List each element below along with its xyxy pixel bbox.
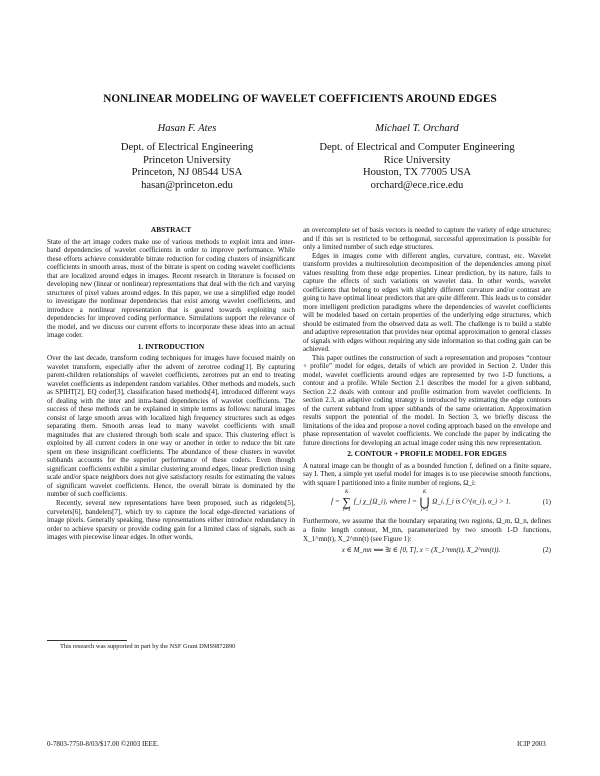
union-upper-limit: K <box>422 490 427 496</box>
abstract-text: State of the art image coders make use of various methods to exploit intra and inter-band dependencies of wavelet coefficients in order to improve performance. While these efforts achieve considerable bitrate reduction for coding clusters of insignificant coefficients in smooth areas, most of the bitrate is spent on coding wavelet coefficients that are localized around edges in images. Recent research in literature is focused on developing new (linear or nonlinear) representations that deal with the rich and varying structures of pixel values around edges. In this paper, we use a simplified edge model to investigate the nonlinear dependencies that exist among wavelet coefficients, and introduce a nonlinear representation that is geared towards exploiting such dependencies for improved coding performance. Simulations support the relevance of the model, and we discuss our current efforts to incorporate these ideas into an actual image coder. <box>47 237 295 340</box>
author-name: Hasan F. Ates <box>157 123 217 134</box>
section-2-heading: 2. CONTOUR + PROFILE MODEL FOR EDGES <box>347 449 507 459</box>
conference-footer: ICIP 2003 <box>517 740 546 748</box>
section-1-heading: 1. INTRODUCTION <box>137 341 205 351</box>
union-symbol: K ⋃ i=1 <box>419 490 430 514</box>
intro-paragraph-2: Recently, several new representations have been proposed, such as ridgelets[5], curvelets[6], bandelets[7], which try to capture the local edge-directed variations of image pixels. Generally speaking, these representations either introduce redundancy in order to achieve sparsity or provide coding gain for a limited class of signals, such as images with piecewise linear edges. In other words, <box>47 498 295 542</box>
section-2-paragraph-1: A natural image can be thought of as a bounded function f, defined on a finite square, say I. Then, a simple yet useful model for images is to use piecewise smooth functions, with square I partitioned into a finite number of regions, Ω_i: <box>303 461 551 487</box>
author-block-2 <box>292 123 542 192</box>
equation-1-number: (1) <box>542 498 551 507</box>
author-email: orchard@ece.rice.edu <box>370 179 464 191</box>
author-dept: Dept. of Electrical and Computer Engineering <box>319 142 515 153</box>
paper-title: NONLINEAR MODELING OF WAVELET COEFFICIENTS AROUND EDGES <box>103 93 497 105</box>
author-email: hasan@princeton.edu <box>141 179 233 191</box>
author-institution: Rice University <box>383 154 451 166</box>
copyright-footer: 0-7803-7750-8/03/$17.00 ©2003 IEEE. <box>47 740 159 748</box>
sum-upper-limit: K <box>345 490 349 496</box>
author-address: Princeton, NJ 08544 USA <box>131 167 243 179</box>
right-paragraph-2: Edges in images come with different angles, curvature, contrast, etc. Wavelet transform provides a multiresolution decomposition of the dependencies among pixel values resulting from these edge properties. Linear prediction, by its nature, fails to capture the effects of such variations on wavelet data. In other words, wavelet coefficients that belong to edges with slightly different curvature and/or contrast are going to have optimal linear predictors that are quite different. This leads us to consider more intelligent prediction paradigms where the dependencies of wavelet coefficients will be modeled based on certain properties of the underlying edge structures, which should be estimated from the observed data as well. The challenge is to build a stable and adaptive representation that provides near optimal approximation to general classes of signals with edges without requiring any side information so that coding gain can be achieved. <box>303 251 551 354</box>
right-paragraph-1: an overcomplete set of basis vectors is needed to capture the variety of edge structures; and if this set is restricted to be orthogonal, successful approximation is possible for only a limited number of such edge structures. <box>303 226 551 252</box>
author-block-1 <box>62 123 312 192</box>
eq1-rest: Ω_i, f_i is C^{α_i}, α_i > 1. <box>432 498 511 507</box>
equation-2 <box>303 546 551 555</box>
author-name: Michael T. Orchard <box>375 123 459 134</box>
summation-symbol: K ∑ i=1 <box>342 490 351 514</box>
author-address: Houston, TX 77005 USA <box>362 167 472 179</box>
intro-paragraph-1: Over the last decade, transform coding techniques for images have focused mainly on wavelet transform, especially after the advent of zerotree coding[1]. By capturing parent-children relationships of wavelet coefficients, zerotrees put an end to treating wavelet coefficients as independent random variables. Other methods and models, such as SPIHT[2], EQ coder[3], classification based methods[4], introduced different ways of dealing with the inter and intra-band dependencies of wavelet coefficients. The success of these methods can be explained in simple terms as follows: natural images consist of large smooth areas with localized high frequency structures such as edges separating them. Smooth areas lead to many wavelet coefficients with small magnitudes that are clustered through both scale and space. This clustering effect is exploited by all current coders in one way or another in order to reduce the bit rate spent on these insignificant coefficients. The abundance of these clusters in wavelet subbands accounts for the superior performance of these coders. Even though significant coefficients exhibit a similar clustering around edges, linear prediction using scale and/or space neighbors does not give satisfactory results for estimating the values of significant wavelet coefficients. Hence, the overall bitrate is dominated by the number of such coefficients. <box>47 354 295 499</box>
eq1-term: f_i χ_{Ω_i}, where I = <box>353 498 417 507</box>
eq1-left: f = <box>331 498 340 507</box>
section-2-paragraph-2: Furthermore, we assume that the boundary separating two regions, Ω_m, Ω_n, defines a finite length contour, M_mn, parameterized by two smooth 1-D functions, X_1^mn(t), X_2^mn(t) (see Figure 1): <box>303 517 551 543</box>
right-column <box>303 226 551 558</box>
equation-1 <box>303 490 551 514</box>
equation-2-number: (2) <box>542 546 551 555</box>
abstract-heading: ABSTRACT <box>150 225 192 234</box>
author-institution: Princeton University <box>143 154 231 166</box>
footnote-rule <box>47 640 127 641</box>
equation-2-body: x ∈ M_mn ⟺ ∃t ∈ [0, T], x = (X_1^mn(t), X_2^mn(t)). <box>341 546 501 555</box>
right-paragraph-3: This paper outlines the construction of such a representation and proposes “contour + profile” model for edges, details of which are provided in Section 2. Under this model, wavelet coefficients around edges are represented by two 1-D functions, a contour and a profile. While Section 2.1 describes the model for a given subband, Section 2.2 deals with contour and profile estimation from wavelet coefficients. In section 2.3, an adaptive coding strategy is introduced by estimating the edge contours of the current subband from upper subbands of the same orientation. Approximation results support the potential of the model. In Section 3, we briefly discuss the limitations of the idea and propose a novel coding approach based on the envelope and phase representation of wavelet coefficients. We conclude the paper by indicating the future directions for developing an actual image coder using this new representation. <box>303 353 551 447</box>
sum-lower-limit: i=1 <box>343 508 351 514</box>
footnote: This research was supported in part by the NSF Grant DMS9872890 <box>60 643 236 650</box>
author-dept: Dept. of Electrical Engineering <box>120 142 254 153</box>
left-column <box>47 226 295 542</box>
union-lower-limit: i=1 <box>420 508 429 514</box>
